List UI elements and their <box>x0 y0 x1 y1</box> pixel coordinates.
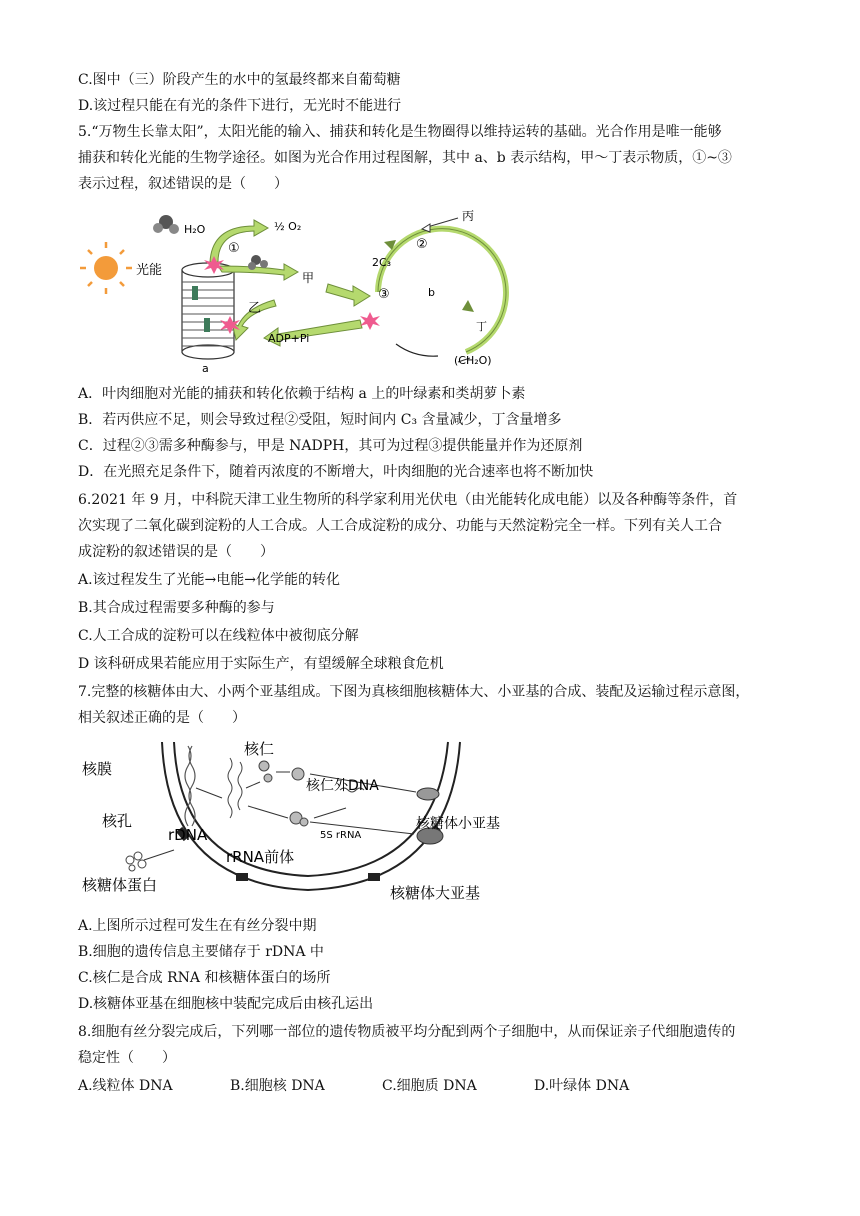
q6-stem-line-2: 次实现了二氧化碳到淀粉的人工合成。人工合成淀粉的成分、功能与天然淀粉完全一样。下列有关人工合 <box>78 518 722 534</box>
5s-rrna-label: 5S rRNA <box>320 830 362 841</box>
adp-pi-label: ADP+Pi <box>268 332 310 345</box>
ribosomal-protein-label: 核糖体蛋白 <box>82 876 158 894</box>
q8-stem-line-2: 稳定性（ ） <box>78 1050 176 1066</box>
arrow-jia-to-cycle <box>326 284 370 306</box>
nuclear-membrane-label: 核膜 <box>82 760 113 778</box>
q5-option-a: A．叶肉细胞对光能的捕获和转化依赖于结构 a 上的叶绿素和类胡萝卜素 <box>78 386 526 402</box>
small-subunit-label: 核糖体小亚基 <box>416 816 500 832</box>
q6-option-c: C.人工合成的淀粉可以在线粒体中被彻底分解 <box>78 628 359 644</box>
q8-option-b: B.细胞核 DNA <box>230 1078 325 1094</box>
nuclear-envelope-inner <box>174 742 448 876</box>
c3-label: 2C₃ <box>372 256 392 269</box>
extra-nucleolar-dna-label: 核仁外DNA <box>306 778 379 794</box>
q7-option-c: C.核仁是合成 RNA 和核糖体蛋白的场所 <box>78 970 331 986</box>
q4-option-c: C.图中（三）阶段产生的水中的氢最终都来自葡萄糖 <box>78 72 401 88</box>
rrna-precursor-strands <box>228 758 242 818</box>
q7-option-d: D.核糖体亚基在细胞核中装配完成后由核孔运出 <box>78 996 374 1012</box>
sun-icon <box>80 242 132 294</box>
process-2-label: ② <box>416 237 428 252</box>
q6-option-a: A.该过程发生了光能→电能→化学能的转化 <box>78 572 341 588</box>
rdna-strand <box>185 746 195 826</box>
q7-option-a: A.上图所示过程可发生在有丝分裂中期 <box>78 918 317 934</box>
q5-option-b: B．若丙供应不足，则会导致过程②受阻，短时间内 C₃ 含量减少，丁含量增多 <box>78 412 562 428</box>
thylakoid-stack-a <box>182 263 234 359</box>
nuclear-pore-label: 核孔 <box>102 812 133 830</box>
q8-option-c: C.细胞质 DNA <box>382 1078 477 1094</box>
rrna-precursor-label: rRNA前体 <box>226 848 295 866</box>
q6-option-b: B.其合成过程需要多种酶的参与 <box>78 600 275 616</box>
o2-label: ½ O₂ <box>274 220 302 233</box>
q5-stem-line-2: 捕获和转化光能的生物学途径。如图为光合作用过程图解，其中 a、b 表示结构，甲～丁表示物质，①~③ <box>78 150 732 166</box>
q4-option-d: D.该过程只能在有光的条件下进行，无光时不能进行 <box>78 98 402 114</box>
substance-bing-label: 丙 <box>462 209 475 223</box>
large-subunit-label: 核糖体大亚基 <box>390 884 481 902</box>
q5-option-c: C．过程②③需多种酶参与，甲是 NADPH，其可为过程③提供能量并作为还原剂 <box>78 438 583 454</box>
ribosomal-protein-icon <box>126 852 146 871</box>
q7-stem-line-1: 7.完整的核糖体由大、小两个亚基组成。下图为真核细胞核糖体大、小亚基的合成、装配及运输过程示意图， <box>78 684 750 700</box>
q6-option-d: D 该科研成果若能应用于实际生产，有望缓解全球粮食危机 <box>78 656 444 672</box>
q8-option-d: D.叶绿体 DNA <box>534 1078 630 1094</box>
nucleolus-label: 核仁 <box>244 740 275 758</box>
nuclear-pore-icons <box>176 825 441 881</box>
small-subunit-icon <box>417 788 439 800</box>
q7-option-b: B.细胞的遗传信息主要储存于 rDNA 中 <box>78 944 324 960</box>
rdna-label: rDNA <box>168 826 208 844</box>
h2o-label: H₂O <box>184 223 206 236</box>
q8-stem-line-1: 8.细胞有丝分裂完成后，下列哪一部位的遗传物质被平均分配到两个子细胞中，从而保证亲子代细胞遗传的 <box>78 1024 736 1040</box>
water-molecule-icon <box>153 215 179 234</box>
structure-a-label: a <box>202 362 209 375</box>
q5-stem-line-1: 5.“万物生长靠太阳”，太阳光能的输入、捕获和转化是生物圈得以维持运转的基础。光合作用是唯一能够 <box>78 124 722 140</box>
structure-b-label: b <box>428 286 435 299</box>
process-3-label: ③ <box>378 287 390 302</box>
process-1-label: ① <box>228 241 240 256</box>
ch2o-label: (CH₂O) <box>454 354 492 367</box>
substance-jia-label: 甲 <box>302 271 315 285</box>
calvin-cycle-b <box>378 229 506 356</box>
substance-ding-label: 丁 <box>476 320 487 333</box>
q7-stem-line-2: 相关叙述正确的是（ ） <box>78 710 246 726</box>
q6-stem-line-1: 6.2021 年 9 月，中科院天津工业生物所的科学家利用光伏电（由光能转化成电能）以及各种酶等条件，首 <box>78 492 738 508</box>
ribosome-assembly-diagram <box>78 738 538 908</box>
q5-option-d: D．在光照充足条件下，随着丙浓度的不断增大，叶肉细胞的光合速率也将不断加快 <box>78 464 594 480</box>
q5-stem-line-3: 表示过程，叙述错误的是（ ） <box>78 176 288 192</box>
light-energy-label: 光能 <box>136 263 163 278</box>
q6-stem-line-3: 成淀粉的叙述错误的是（ ） <box>78 544 274 560</box>
photosynthesis-diagram <box>78 200 518 380</box>
substance-yi-label: 乙 <box>248 301 262 316</box>
q8-option-a: A.线粒体 DNA <box>78 1078 173 1094</box>
